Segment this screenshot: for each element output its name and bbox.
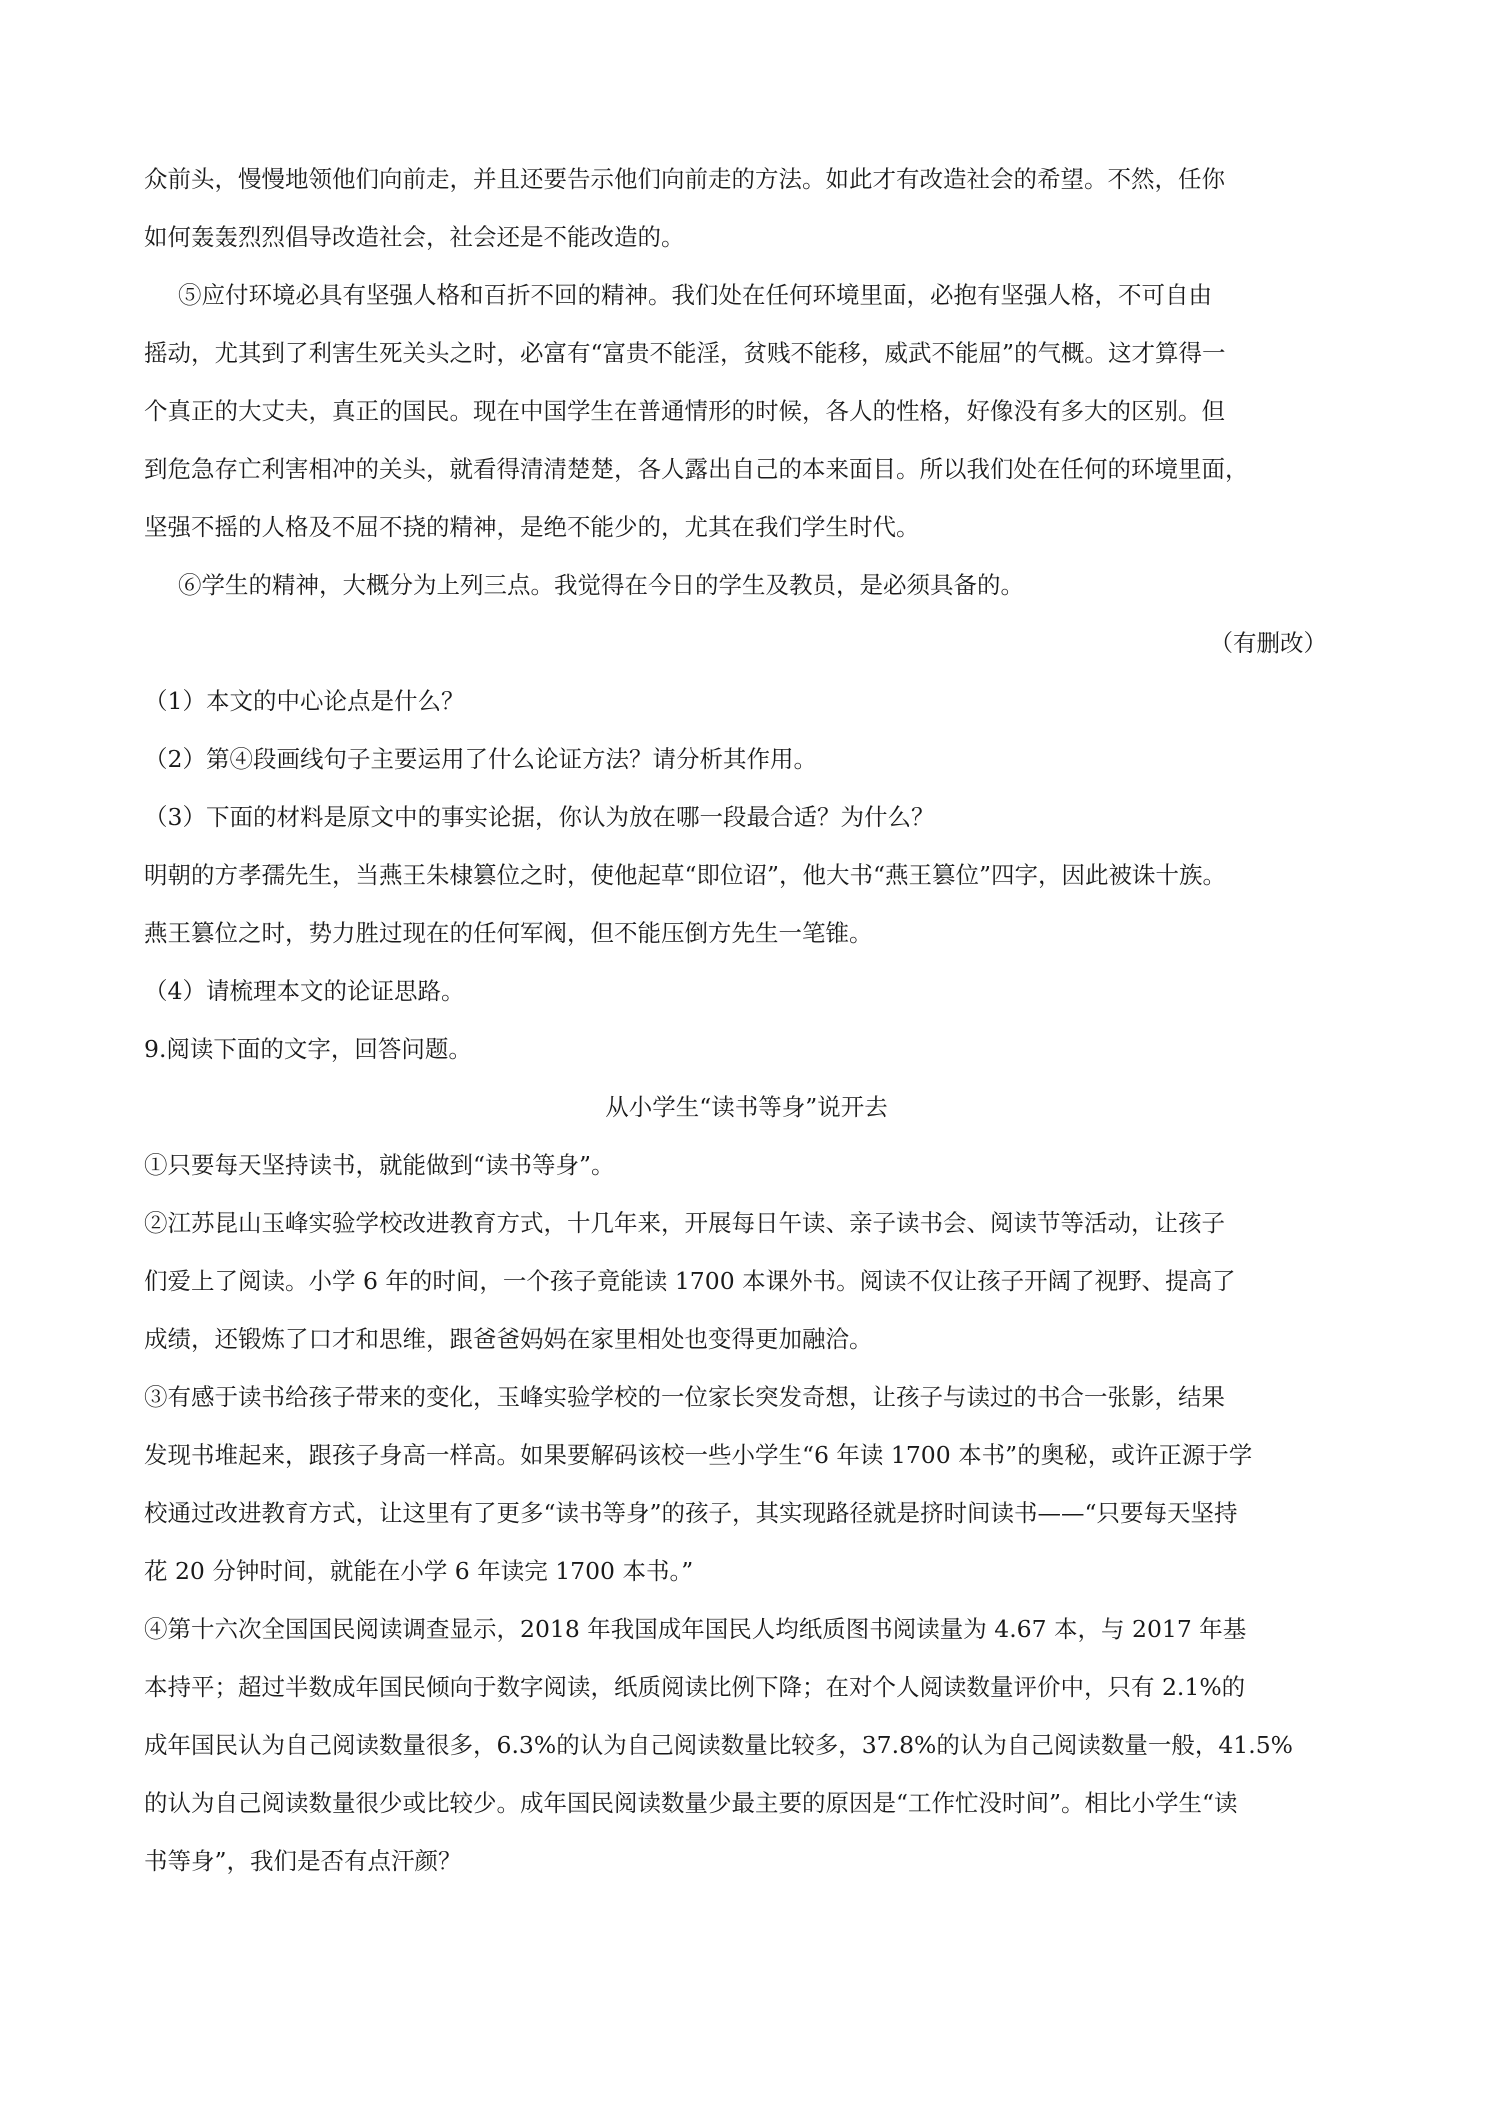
question-1: （1）本文的中心论点是什么？ — [144, 687, 465, 715]
article-paragraph-3-line: 发现书堆起来，跟孩子身高一样高。如果要解码该校一些小学生“6 年读 1700 本书”的奥秘，或许正源于学 — [144, 1441, 1253, 1469]
article-paragraph-2-line: 成绩，还锻炼了口才和思维，跟爸爸妈妈在家里相处也变得更加融洽。 — [144, 1325, 873, 1353]
article-paragraph-4-line: 书等身”，我们是否有点汗颜？ — [144, 1847, 462, 1875]
question-2: （2）第④段画线句子主要运用了什么论证方法？请分析其作用。 — [144, 745, 817, 773]
passage-line: 众前头，慢慢地领他们向前走，并且还要告示他们向前走的方法。如此才有改造社会的希望。不然，任你 — [144, 165, 1225, 193]
document-page — [144, 150, 1349, 1890]
paragraph-5-line: 坚强不摇的人格及不屈不挠的精神，是绝不能少的，尤其在我们学生时代。 — [144, 513, 920, 541]
question-3-material-line: 燕王篡位之时，势力胜过现在的任何军阀，但不能压倒方先生一笔锥。 — [144, 919, 873, 947]
question-4: （4）请梳理本文的论证思路。 — [144, 977, 465, 1005]
source-note: （有删改） — [1209, 629, 1327, 657]
article-paragraph-1: ①只要每天坚持读书，就能做到“读书等身”。 — [144, 1151, 615, 1179]
article-paragraph-2-line: ②江苏昆山玉峰实验学校改进教育方式，十几年来，开展每日午读、亲子读书会、阅读节等活动，让孩子 — [144, 1209, 1225, 1237]
article-paragraph-2-line: 们爱上了阅读。小学 6 年的时间，一个孩子竟能读 1700 本课外书。阅读不仅让孩子开阔了视野、提高了 — [144, 1267, 1236, 1295]
article-paragraph-4-line: 本持平；超过半数成年国民倾向于数字阅读，纸质阅读比例下降；在对个人阅读数量评价中，只有 2.1%的 — [144, 1673, 1246, 1701]
question-3: （3）下面的材料是原文中的事实论据，你认为放在哪一段最合适？为什么？ — [144, 803, 935, 831]
article-paragraph-3-line: 校通过改进教育方式，让这里有了更多“读书等身”的孩子，其实现路径就是挤时间读书——“只要每天坚持 — [144, 1499, 1238, 1527]
article-title: 从小学生“读书等身”说开去 — [605, 1093, 888, 1121]
passage-line: 如何轰轰烈烈倡导改造社会，社会还是不能改造的。 — [144, 223, 685, 251]
article-paragraph-4-line: 的认为自己阅读数量很少或比较少。成年国民阅读数量少最主要的原因是“工作忙没时间”。相比小学生“读 — [144, 1789, 1238, 1817]
paragraph-6: ⑥学生的精神，大概分为上列三点。我觉得在今日的学生及教员，是必须具备的。 — [178, 571, 1024, 599]
article-paragraph-3-line: ③有感于读书给孩子带来的变化，玉峰实验学校的一位家长突发奇想，让孩子与读过的书合一张影，结果 — [144, 1383, 1225, 1411]
question-3-material-line: 明朝的方孝孺先生，当燕王朱棣篡位之时，使他起草“即位诏”，他大书“燕王篡位”四字，因此被诛十族。 — [144, 861, 1227, 889]
article-paragraph-4-line: ④第十六次全国国民阅读调查显示，2018 年我国成年国民人均纸质图书阅读量为 4.67 本，与 2017 年基 — [144, 1615, 1247, 1643]
article-paragraph-3-line: 花 20 分钟时间，就能在小学 6 年读完 1700 本书。” — [144, 1557, 694, 1585]
paragraph-5-line: ⑤应付环境必具有坚强人格和百折不回的精神。我们处在任何环境里面，必抱有坚强人格，不可自由 — [178, 281, 1212, 309]
article-paragraph-4-line: 成年国民认为自己阅读数量很多，6.3%的认为自己阅读数量比较多，37.8%的认为自己阅读数量一般，41.5% — [144, 1731, 1294, 1759]
paragraph-5-line: 个真正的大丈夫，真正的国民。现在中国学生在普通情形的时候，各人的性格，好像没有多大的区别。但 — [144, 397, 1225, 425]
question-9-prompt: 9.阅读下面的文字，回答问题。 — [144, 1035, 472, 1063]
paragraph-5-line: 摇动，尤其到了利害生死关头之时，必富有“富贵不能淫，贫贱不能移，威武不能屈”的气概。这才算得一 — [144, 339, 1226, 367]
paragraph-5-line: 到危急存亡利害相冲的关头，就看得清清楚楚，各人露出自己的本来面目。所以我们处在任何的环境里面， — [144, 455, 1249, 483]
